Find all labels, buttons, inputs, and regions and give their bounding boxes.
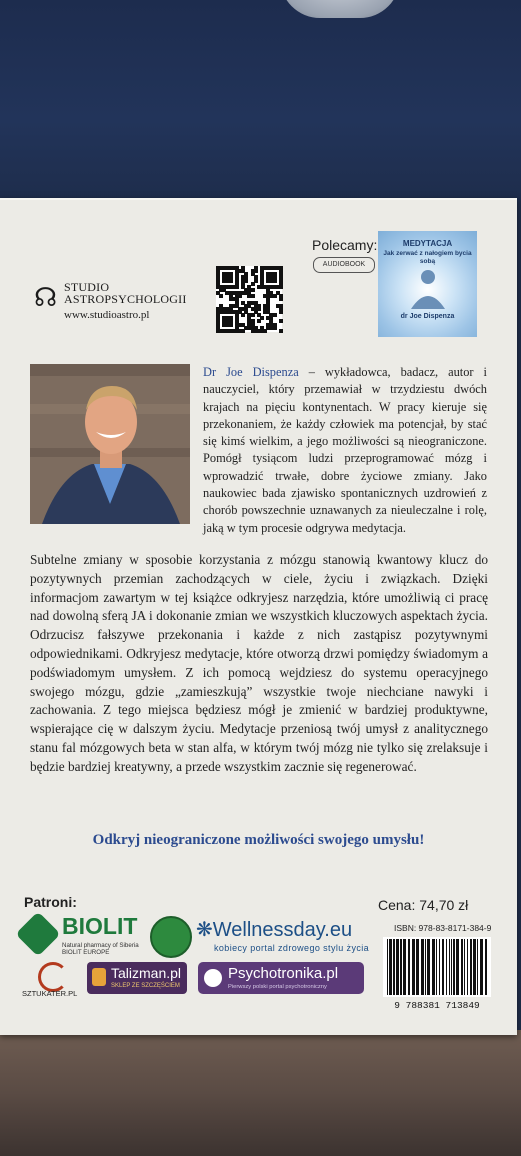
sztukater-name: SZTUKATER.PL <box>22 989 78 998</box>
barcode-bar <box>432 939 435 995</box>
barcode-bar <box>408 939 410 995</box>
barcode-bar <box>451 939 452 995</box>
barcode-bar <box>470 939 472 995</box>
barcode-bar <box>453 939 455 995</box>
qr-module <box>273 326 277 330</box>
background-table <box>0 1030 521 1156</box>
biolit-subtitle-line2: BIOLIT EUROPE <box>62 949 110 956</box>
barcode-bar <box>442 939 444 995</box>
qr-module <box>279 319 283 323</box>
recommended-book-title: MEDYTACJA <box>402 239 453 248</box>
author-bio <box>203 364 487 537</box>
qr-module <box>273 279 277 283</box>
barcode-bar <box>467 939 468 995</box>
wellnessday-name: Wellnessday.eu <box>212 919 353 941</box>
author-name: Dr Joe Dispenza <box>203 365 299 379</box>
publisher-symbol-icon: ☊ <box>34 283 58 312</box>
audiobook-badge: AUDIOBOOK <box>313 257 375 273</box>
author-photo <box>30 364 190 524</box>
barcode-bar <box>421 939 424 995</box>
biolit-subtitle <box>62 942 139 956</box>
barcode-bar <box>416 939 419 995</box>
barcode-bar <box>403 939 406 995</box>
qr-module <box>279 297 283 301</box>
barcode-bar <box>387 939 388 995</box>
background-fabric <box>0 0 521 200</box>
barcode-bar <box>449 939 450 995</box>
barcode-bar <box>485 939 487 995</box>
author-portrait <box>30 364 190 524</box>
qr-module <box>241 329 245 333</box>
green-seal-logo <box>150 916 192 958</box>
book-back-cover <box>0 198 517 1035</box>
qr-module <box>279 310 283 314</box>
barcode-bar <box>400 939 402 995</box>
isbn: ISBN: 978-83-8171-384-9 <box>394 923 492 933</box>
barcode-bar <box>425 939 426 995</box>
author-bio-text: – wykładowca, badacz, autor i nauczyciel, który przemawiał w trzydziestu dwóch krajach na pięciu kontynentach. W pracy kieruje się przekonaniem, że każdy człowiek ma potencjał, by stać się kimś wielkim, a jego możliwości są nieograniczone. Pomógł tysiącom ludzi przeprogramować mózg i wprowadzić trwałe, dobre życiowe zmiany. Jako naukowiec bada zjawisko spontanicznych uzdrowień z chorób powszechnie uznawanych za nieuleczalne i rolę, jaką w tym procesie odgrywa medytacja. <box>203 365 487 535</box>
publisher-name-line1: STUDIO <box>64 280 110 294</box>
qr-module <box>229 323 233 327</box>
biolit-logo <box>22 913 140 958</box>
wellnessday-logo <box>196 917 352 942</box>
barcode-bar <box>456 939 459 995</box>
patrons-label: Patroni: <box>24 894 77 910</box>
wellnessday-tagline: kobiecy portal zdrowego stylu życia <box>214 943 370 953</box>
barcode-bar <box>389 939 392 995</box>
barcode-bar <box>427 939 430 995</box>
biolit-name: BIOLIT <box>62 913 138 939</box>
barcode <box>383 937 491 997</box>
talizman-tagline: SKLEP ZE SZCZĘŚCIEM <box>111 983 180 989</box>
sztukater-logo <box>22 962 82 1002</box>
qr-module <box>219 294 223 298</box>
talizman-logo <box>87 962 187 994</box>
sztukater-swirl-icon <box>38 962 68 992</box>
tagline: Odkryj nieograniczone możliwości swojego umysłu! <box>92 832 425 848</box>
qr-module <box>235 285 239 289</box>
qr-module <box>273 294 277 298</box>
psychotronika-name: Psychotronika.pl <box>228 965 339 982</box>
barcode-bar <box>412 939 415 995</box>
qr-module <box>257 319 261 323</box>
barcode-bar <box>473 939 476 995</box>
psychotronika-yin-yang-icon <box>204 969 222 987</box>
recommended-book-author: dr Joe Dispenza <box>400 313 455 320</box>
qr-module <box>279 285 283 289</box>
qr-module <box>229 279 233 283</box>
wellness-flower-icon: ❋ <box>196 919 213 941</box>
talizman-name: Talizman.pl <box>111 965 182 981</box>
biolit-subtitle-line1: Natural pharmacy of Siberia <box>62 942 139 949</box>
biolit-leaf-icon <box>15 911 60 956</box>
book-description: Subtelne zmiany w sposobie korzystania z mózgu stanowią kwantowy klucz do pozytywnych przemian zachodzących w ciele, życiu i związkach. Dzięki informacjom zawartym w tej książce odkryjesz narzędzia, które umożliwią ci pracę nad dowolną sferą JA i dokonanie zmian we wszystkich kluczowych aspektach życia. Odrzucisz fałszywe przekonania i każde z nich zastąpisz pozytywnymi odpowiednikami. Odkryjesz medytacje, które otworzą drzwi pomiędzy świadomym a podświadomym umysłem. Z ich pomocą wejdziesz do systemu operacyjnego swojego mózgu, gdzie „zamieszkują” wszystkie twoje niechciane nawyki i zachowania. Z tego miejsca będziesz mógł je zmienić w bardziej produktywne, wspierające cię w dalszym życiu. Medytacje przeniosą twój umysł z analitycznego stanu fal mózgowych beta w stan alfa, w którym twój mózg nie tylko się zrelaksuje i będzie bardziej kreatywny, a przede wszystkim zacznie się regenerować. <box>30 552 488 774</box>
barcode-bar <box>446 939 447 995</box>
barcode-bar <box>393 939 395 995</box>
qr-module <box>241 313 245 317</box>
barcode-bar <box>480 939 483 995</box>
barcode-bar <box>436 939 437 995</box>
barcode-bar <box>461 939 463 995</box>
barcode-bar <box>477 939 478 995</box>
psychotronika-logo <box>198 962 364 994</box>
publisher-url: www.studioastro.pl <box>64 309 150 321</box>
qr-module <box>279 329 283 333</box>
talizman-bag-icon <box>92 968 106 986</box>
meditation-figure-icon <box>403 267 453 311</box>
publisher-name <box>64 281 187 305</box>
qr-module <box>263 329 267 333</box>
barcode-bar <box>396 939 399 995</box>
recommended-book-subtitle: Jak zerwać z nałogiem bycia sobą <box>383 250 472 265</box>
publisher-name-line2: ASTROPSYCHOLOGII <box>64 292 187 306</box>
qr-module <box>251 294 255 298</box>
price: Cena: 74,70 zł <box>378 897 469 913</box>
barcode-bar <box>464 939 465 995</box>
recommend-label: Polecamy: <box>312 237 378 253</box>
psychotronika-tagline: Pierwszy polski portal psychotroniczny <box>228 984 327 990</box>
publisher-logo <box>34 273 194 333</box>
qr-code <box>216 266 282 332</box>
barcode-bar <box>439 939 440 995</box>
barcode-digits: 9 788381 713849 <box>394 1000 480 1011</box>
recommended-book-cover <box>378 231 477 337</box>
